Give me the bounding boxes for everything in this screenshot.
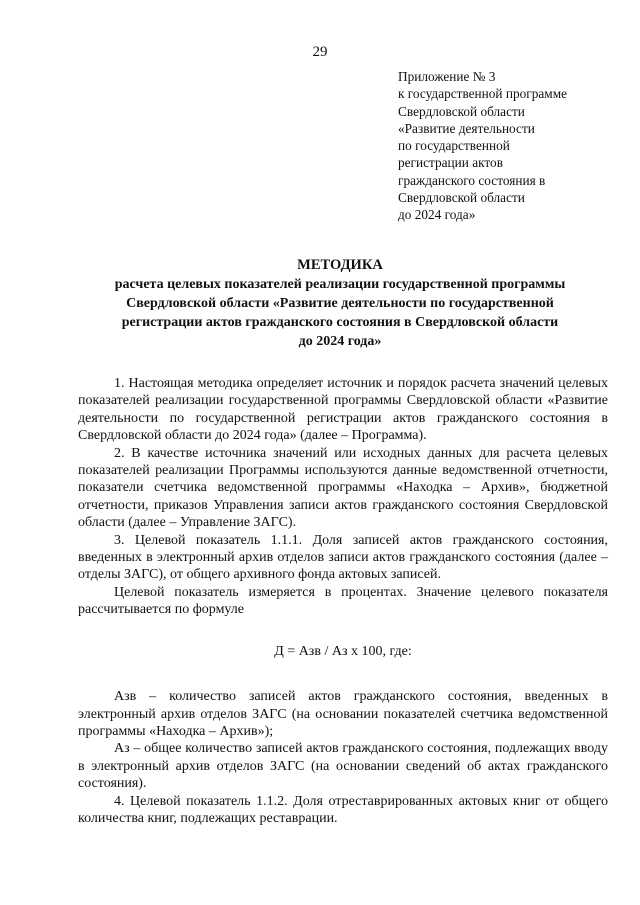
subtitle-line: до 2024 года» <box>298 334 382 349</box>
document-title-block <box>60 256 620 351</box>
paragraph-5: Азв – количество записей актов гражданского состояния, введенных в электронный архив отделов ЗАГС (на основании показателей счетчика ведомственной программы «Находка – Архив»); <box>78 689 608 739</box>
page-number: 29 <box>312 44 328 60</box>
appendix-line: Свердловской области <box>398 190 525 206</box>
document-body <box>78 375 608 827</box>
paragraph-1: 1. Настоящая методика определяет источник и порядок расчета значений целевых показателей реализации государственной программы Свердловской области «Развитие деятельности по государственной регистрации актов гражданского состояния в Свердловской области до 2024 года» (далее – Программа). <box>78 376 608 444</box>
subtitle-line: расчета целевых показателей реализации государственной программы <box>114 277 566 292</box>
appendix-line: Приложение № 3 <box>398 69 496 84</box>
document-title: МЕТОДИКА <box>297 257 383 273</box>
appendix-line: регистрации актов <box>398 155 503 171</box>
appendix-line: к государственной программе <box>398 86 568 102</box>
paragraph-7: 4. Целевой показатель 1.1.2. Доля отреставрированных актовых книг от общего количества книг, подлежащих реставрации. <box>78 793 608 826</box>
paragraph-2: 2. В качестве источника значений или исходных данных для расчета целевых показателей реализации Программы используются данные ведомственной отчетности, показатели счетчика ведомственной программы «Находка – Архив», бюджетной отчетности, приказов Управления записи актов гражданского состояния Свердловской области (далее – Управление ЗАГС). <box>78 445 608 531</box>
appendix-line: «Развитие деятельности <box>398 120 535 136</box>
paragraph-6: Аз – общее количество записей актов гражданского состояния, подлежащих вводу в электронный архив отделов ЗАГС (на основании сведений об актах гражданского состояния). <box>78 741 608 792</box>
appendix-header <box>398 68 628 224</box>
appendix-line: Свердловской области <box>398 103 525 119</box>
paragraph-3: 3. Целевой показатель 1.1.1. Доля записей актов гражданского состояния, введенных в электронный архив отделов записи актов гражданского состояния (далее – отделы ЗАГС), от общего архивного фонда актовых записей. <box>78 532 608 583</box>
appendix-line: гражданского состояния в <box>398 172 546 188</box>
appendix-line: по государственной <box>398 138 510 154</box>
formula: Д = Азв / Аз х 100, где: <box>274 643 412 659</box>
appendix-line: до 2024 года» <box>398 207 476 223</box>
paragraph-4: Целевой показатель измеряется в процентах. Значение целевого показателя рассчитывается по формуле <box>78 584 608 618</box>
subtitle-line: регистрации актов гражданского состояния в Свердловской области <box>121 315 559 330</box>
subtitle-line: Свердловской области «Развитие деятельности по государственной <box>126 296 554 311</box>
